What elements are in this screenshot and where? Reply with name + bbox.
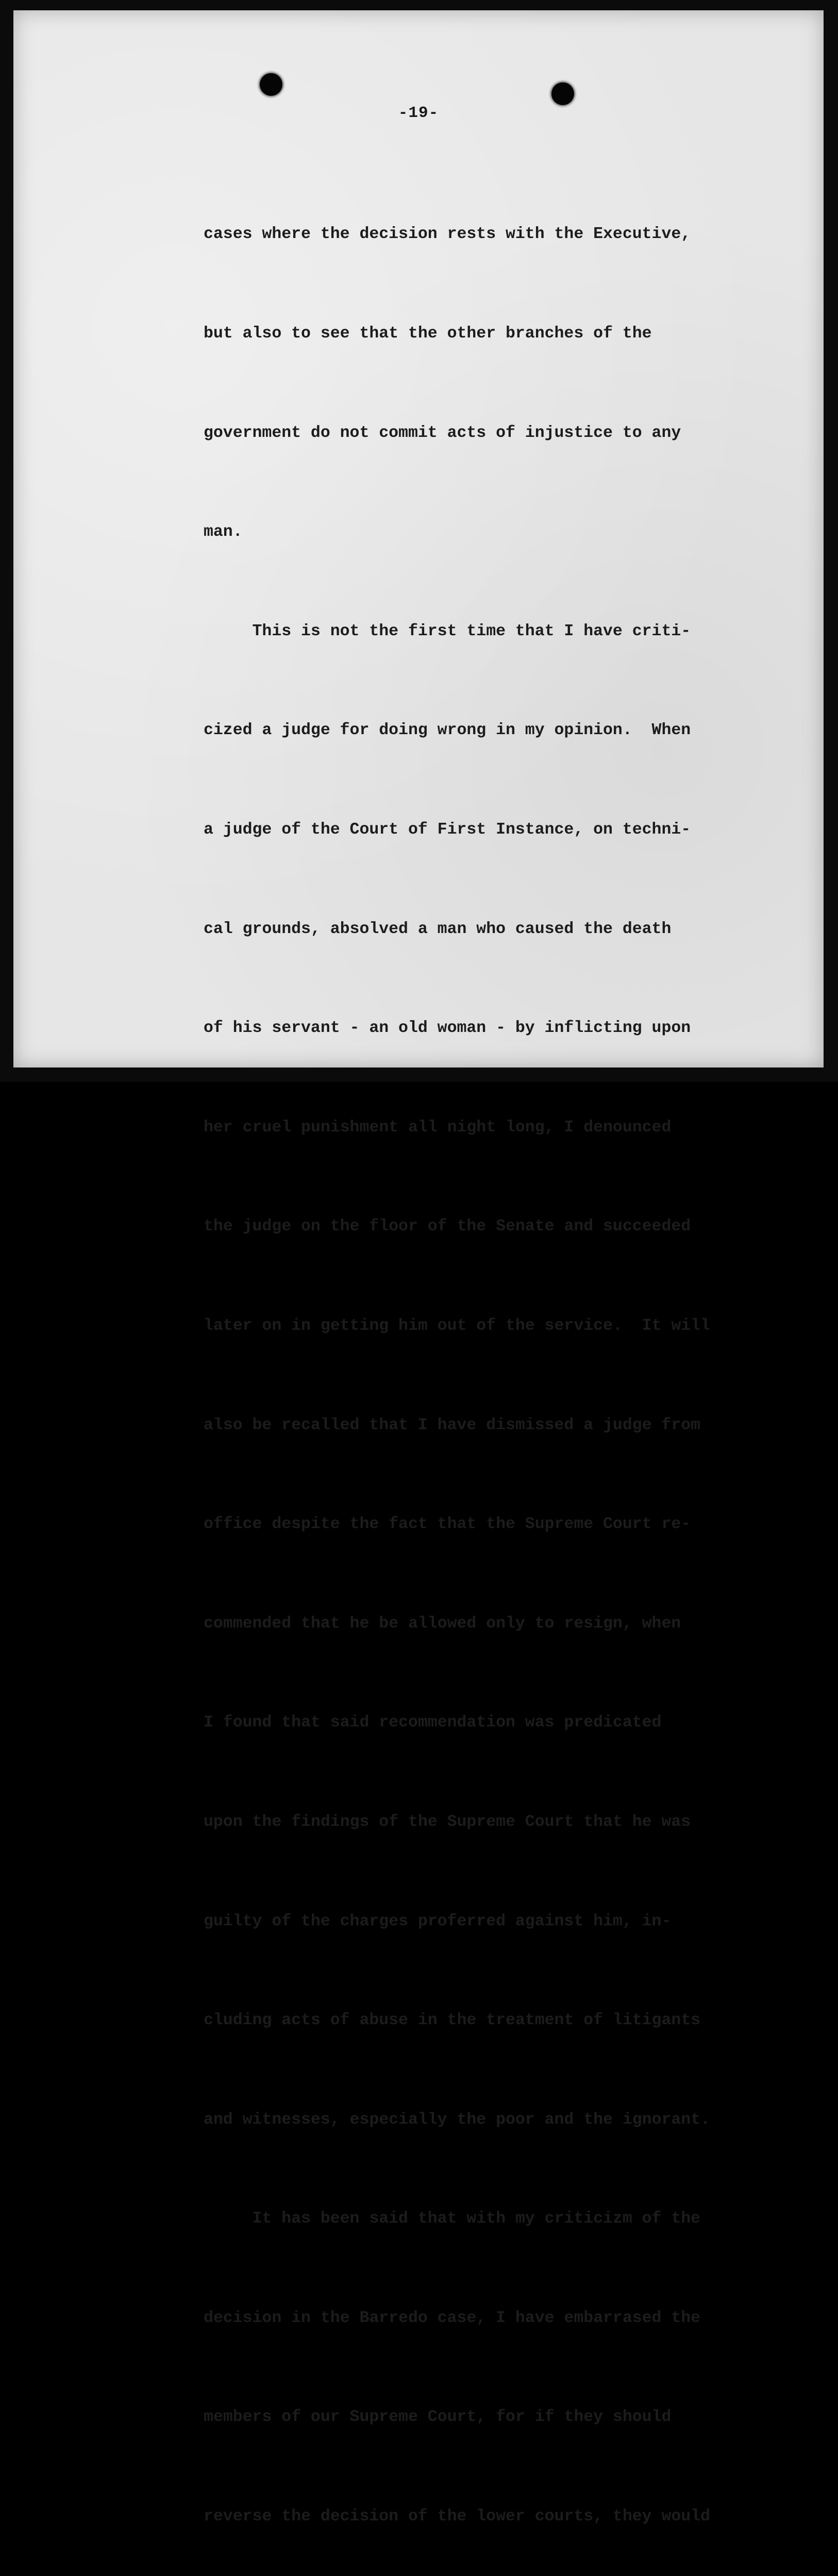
text-line: and witnesses, especially the poor and the ignorant.	[204, 2110, 710, 2129]
text-line: upon the findings of the Supreme Court that he was	[204, 1812, 691, 1831]
text-line: a judge of the Court of First Instance, on techni-	[204, 820, 691, 839]
text-line: of his servant - an old woman - by inflicting upon	[204, 1019, 691, 1038]
text-line: but also to see that the other branches of the	[204, 325, 652, 343]
text-line: decision in the Barredo case, I have embarrased the	[204, 2309, 701, 2327]
punch-hole-right	[551, 82, 574, 105]
text-line: commended that he be allowed only to resign, when	[204, 1614, 681, 1633]
text-line: members of our Supreme Court, for if they should	[204, 2408, 672, 2427]
text-line: man.	[204, 523, 243, 541]
text-line: office despite the fact that the Supreme Court re-	[204, 1515, 691, 1534]
typed-body-text	[204, 152, 791, 2576]
text-line: This is not the first time that I have criti-	[204, 622, 691, 640]
text-line: cases where the decision rests with the Executive,	[204, 225, 691, 244]
text-line: government do not commit acts of injustice to any	[204, 423, 681, 442]
paper-sheet	[13, 10, 824, 2526]
text-line: cized a judge for doing wrong in my opinion. When	[204, 721, 691, 740]
text-line: It has been said that with my criticizm of the	[204, 2210, 701, 2228]
text-line: also be recalled that I have dismissed a judge from	[204, 1416, 701, 1434]
text-line: later on in getting him out of the service. It will	[204, 1316, 710, 1335]
text-line: cal grounds, absolved a man who caused the death	[204, 920, 672, 938]
text-line: reverse the decision of the lower courts, they would	[204, 2507, 710, 2526]
text-line: guilty of the charges proferred against him, in-	[204, 1912, 672, 1930]
text-line: cluding acts of abuse in the treatment of litigants	[204, 2011, 701, 2030]
text-line: the judge on the floor of the Senate and succeeded	[204, 1217, 691, 1236]
text-line: I found that said recommendation was predicated	[204, 1714, 662, 1732]
punch-hole-left	[260, 73, 282, 96]
text-line: her cruel punishment all night long, I denounced	[204, 1118, 672, 1137]
page-number: -19-	[398, 104, 439, 122]
